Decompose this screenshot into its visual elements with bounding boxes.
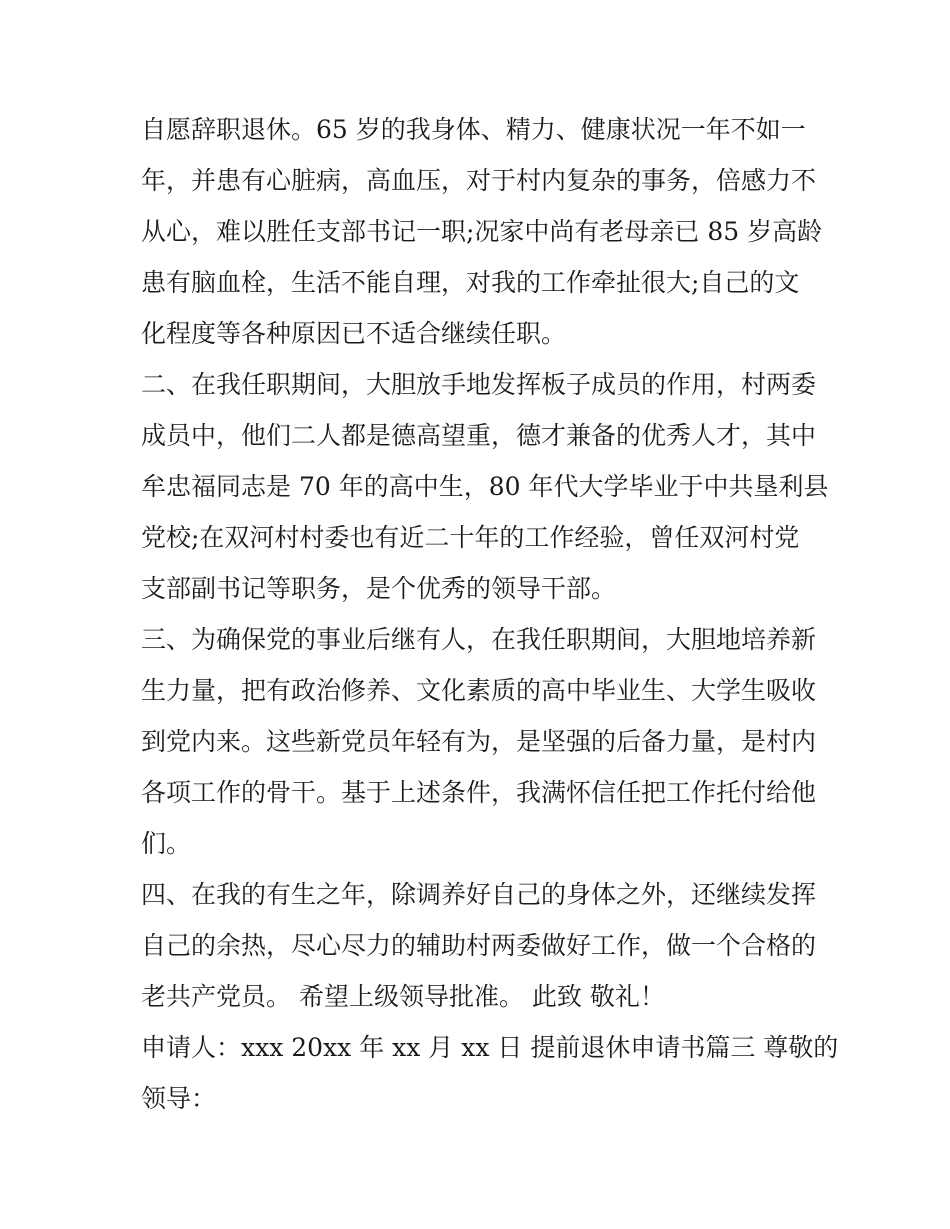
text-line: 生力量，把有政治修养、文化素质的高中毕业生、大学生吸收 (141, 676, 817, 705)
text-line: 支部副书记等职务，是个优秀的领导干部。 (141, 574, 617, 603)
text-line: 党校;在双河村村委也有近二十年的工作经验，曾任双河村党 (141, 523, 800, 552)
text-line: 年，并患有心脏病，高血压，对于村内复杂的事务，倍感力不 (141, 166, 817, 195)
text-line: 们。 (141, 829, 192, 858)
text-line: 从心，难以胜任支部书记一职;况家中尚有老母亲已 85 岁高龄 (141, 217, 823, 246)
text-line: 到党内来。这些新党员年轻有为，是坚强的后备力量，是村内 (141, 727, 817, 756)
text-line: 各项工作的骨干。基于上述条件，我满怀信任把工作托付给他 (141, 778, 817, 807)
text-line: 自愿辞职退休。65 岁的我身体、精力、健康状况一年不如一 (141, 115, 806, 144)
text-line: 四、在我的有生之年，除调养好自己的身体之外，还继续发挥 (141, 880, 817, 909)
text-line: 成员中，他们二人都是德高望重，德才兼备的优秀人才，其中 (141, 421, 817, 450)
text-line: 二、在我任职期间，大胆放手地发挥板子成员的作用，村两委 (141, 370, 817, 399)
text-line: 领导： (141, 1084, 217, 1113)
text-line: 牟忠福同志是 70 年的高中生，80 年代大学毕业于中共垦利县 (141, 472, 829, 501)
text-line: 老共产党员。 希望上级领导批准。 此致 敬礼！ (141, 982, 665, 1011)
text-line: 患有脑血栓，生活不能自理，对我的工作牵扯很大;自己的文 (141, 268, 800, 297)
text-line: 自己的余热，尽心尽力的辅助村两委做好工作，做一个合格的 (141, 931, 817, 960)
document-body (141, 104, 839, 1124)
text-line: 申请人：xxx 20xx 年 xx 月 xx 日 提前退休申请书篇三 尊敬的 (141, 1033, 839, 1062)
text-line: 三、为确保党的事业后继有人，在我任职期间，大胆地培养新 (141, 625, 817, 654)
text-line: 化程度等各种原因已不适合继续任职。 (141, 319, 567, 348)
